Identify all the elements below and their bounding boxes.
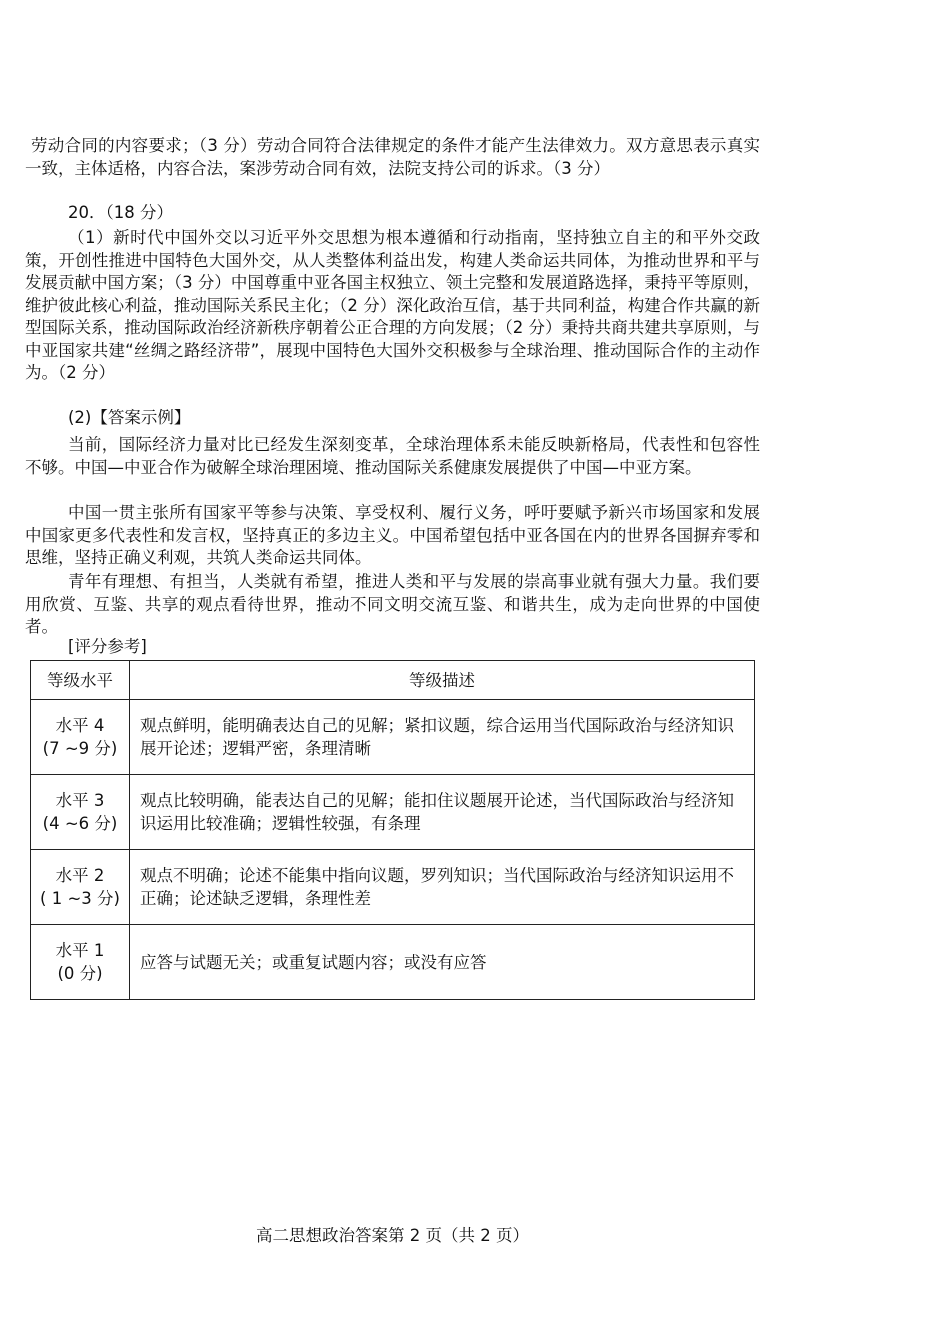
level-name: 水平 1 bbox=[55, 941, 105, 960]
answer-paragraph-labor-contract: 劳动合同的内容要求；（3 分）劳动合同符合法律规定的条件才能产生法律效力。双方意思表示真实一致，主体适格，内容合法，案涉劳动合同有效，法院支持公司的诉求。（3 分） bbox=[25, 136, 760, 178]
page-footer: 高二思想政治答案第 2 页（共 2 页） bbox=[256, 1226, 529, 1245]
level-description: 观点不明确；论述不能集中指向议题，罗列知识；当代国际政治与经济知识运用不正确；论述缺乏逻辑，条理性差 bbox=[130, 850, 755, 925]
answer-paragraph-part-1: （1）新时代中国外交以习近平外交思想为根本遵循和行动指南，坚持独立自主的和平外交政策，开创性推进中国特色大国外交，从人类整体利益出发，构建人类命运共同体，为推动世界和平与发展贡献中国方案；（3 分）中国尊重中亚各国主权独立、领土完整和发展道路选择，秉持平等原则，维护彼此核心利益，推动国际关系民主化；（2 分）深化政治互信，基于共同利益，构建合作共赢的新型国际关系，推动国际政治经济新秩序朝着公正合理的方向发展；（2 分）秉持共商共建共享原则，与中亚国家共建“丝绸之路经济带”，展现中国特色大国外交积极参与全球治理、推动国际合作的主动作为。（2 分） bbox=[25, 228, 760, 382]
scoring-reference-label: [评分参考] bbox=[68, 637, 147, 656]
header-description: 等级描述 bbox=[130, 661, 755, 700]
level-description: 观点比较明确，能表达自己的见解；能扣住议题展开论述，当代国际政治与经济知识运用比较准确；逻辑性较强，有条理 bbox=[130, 775, 755, 850]
level-name: 水平 4 bbox=[55, 716, 105, 735]
answer-example-paragraph-3: 青年有理想、有担当，人类就有希望，推进人类和平与发展的崇高事业就有强大力量。我们要用欣赏、互鉴、共享的观点看待世界，推动不同文明交流互鉴、和谐共生，成为走向世界的中国使者。 bbox=[25, 572, 760, 636]
header-level: 等级水平 bbox=[31, 661, 130, 700]
level-score: (0 分) bbox=[57, 964, 103, 983]
answer-example-paragraph-2: 中国一贯主张所有国家平等参与决策、享受权利、履行义务，呼吁要赋予新兴市场国家和发展中国家更多代表性和发言权，坚持真正的多边主义。中国希望包括中亚各国在内的世界各国摒弃零和思维，坚持正确义利观，共筑人类命运共同体。 bbox=[25, 503, 760, 567]
grading-table-header-row bbox=[31, 661, 755, 700]
grading-table bbox=[30, 660, 755, 1000]
table-row bbox=[31, 700, 755, 775]
level-cell bbox=[31, 775, 130, 850]
level-name: 水平 2 bbox=[55, 866, 105, 885]
level-score: (7 ~9 分) bbox=[42, 739, 118, 758]
level-name: 水平 3 bbox=[55, 791, 105, 810]
level-description: 观点鲜明，能明确表达自己的见解；紧扣议题，综合运用当代国际政治与经济知识展开论述；逻辑严密，条理清晰 bbox=[130, 700, 755, 775]
level-score: (4 ~6 分) bbox=[42, 814, 118, 833]
answer-example-paragraph-1: 当前，国际经济力量对比已经发生深刻变革，全球治理体系未能反映新格局，代表性和包容性不够。中国—中亚合作为破解全球治理困境、推动国际关系健康发展提供了中国—中亚方案。 bbox=[25, 435, 760, 477]
table-row bbox=[31, 775, 755, 850]
level-cell bbox=[31, 925, 130, 1000]
level-description: 应答与试题无关；或重复试题内容；或没有应答 bbox=[130, 925, 755, 1000]
level-cell bbox=[31, 700, 130, 775]
table-row bbox=[31, 925, 755, 1000]
part-2-heading: (2)【答案示例】 bbox=[68, 408, 191, 427]
question-20-heading: 20．（18 分） bbox=[68, 203, 173, 222]
level-cell bbox=[31, 850, 130, 925]
level-score: ( 1 ~3 分) bbox=[40, 889, 120, 908]
table-row bbox=[31, 850, 755, 925]
